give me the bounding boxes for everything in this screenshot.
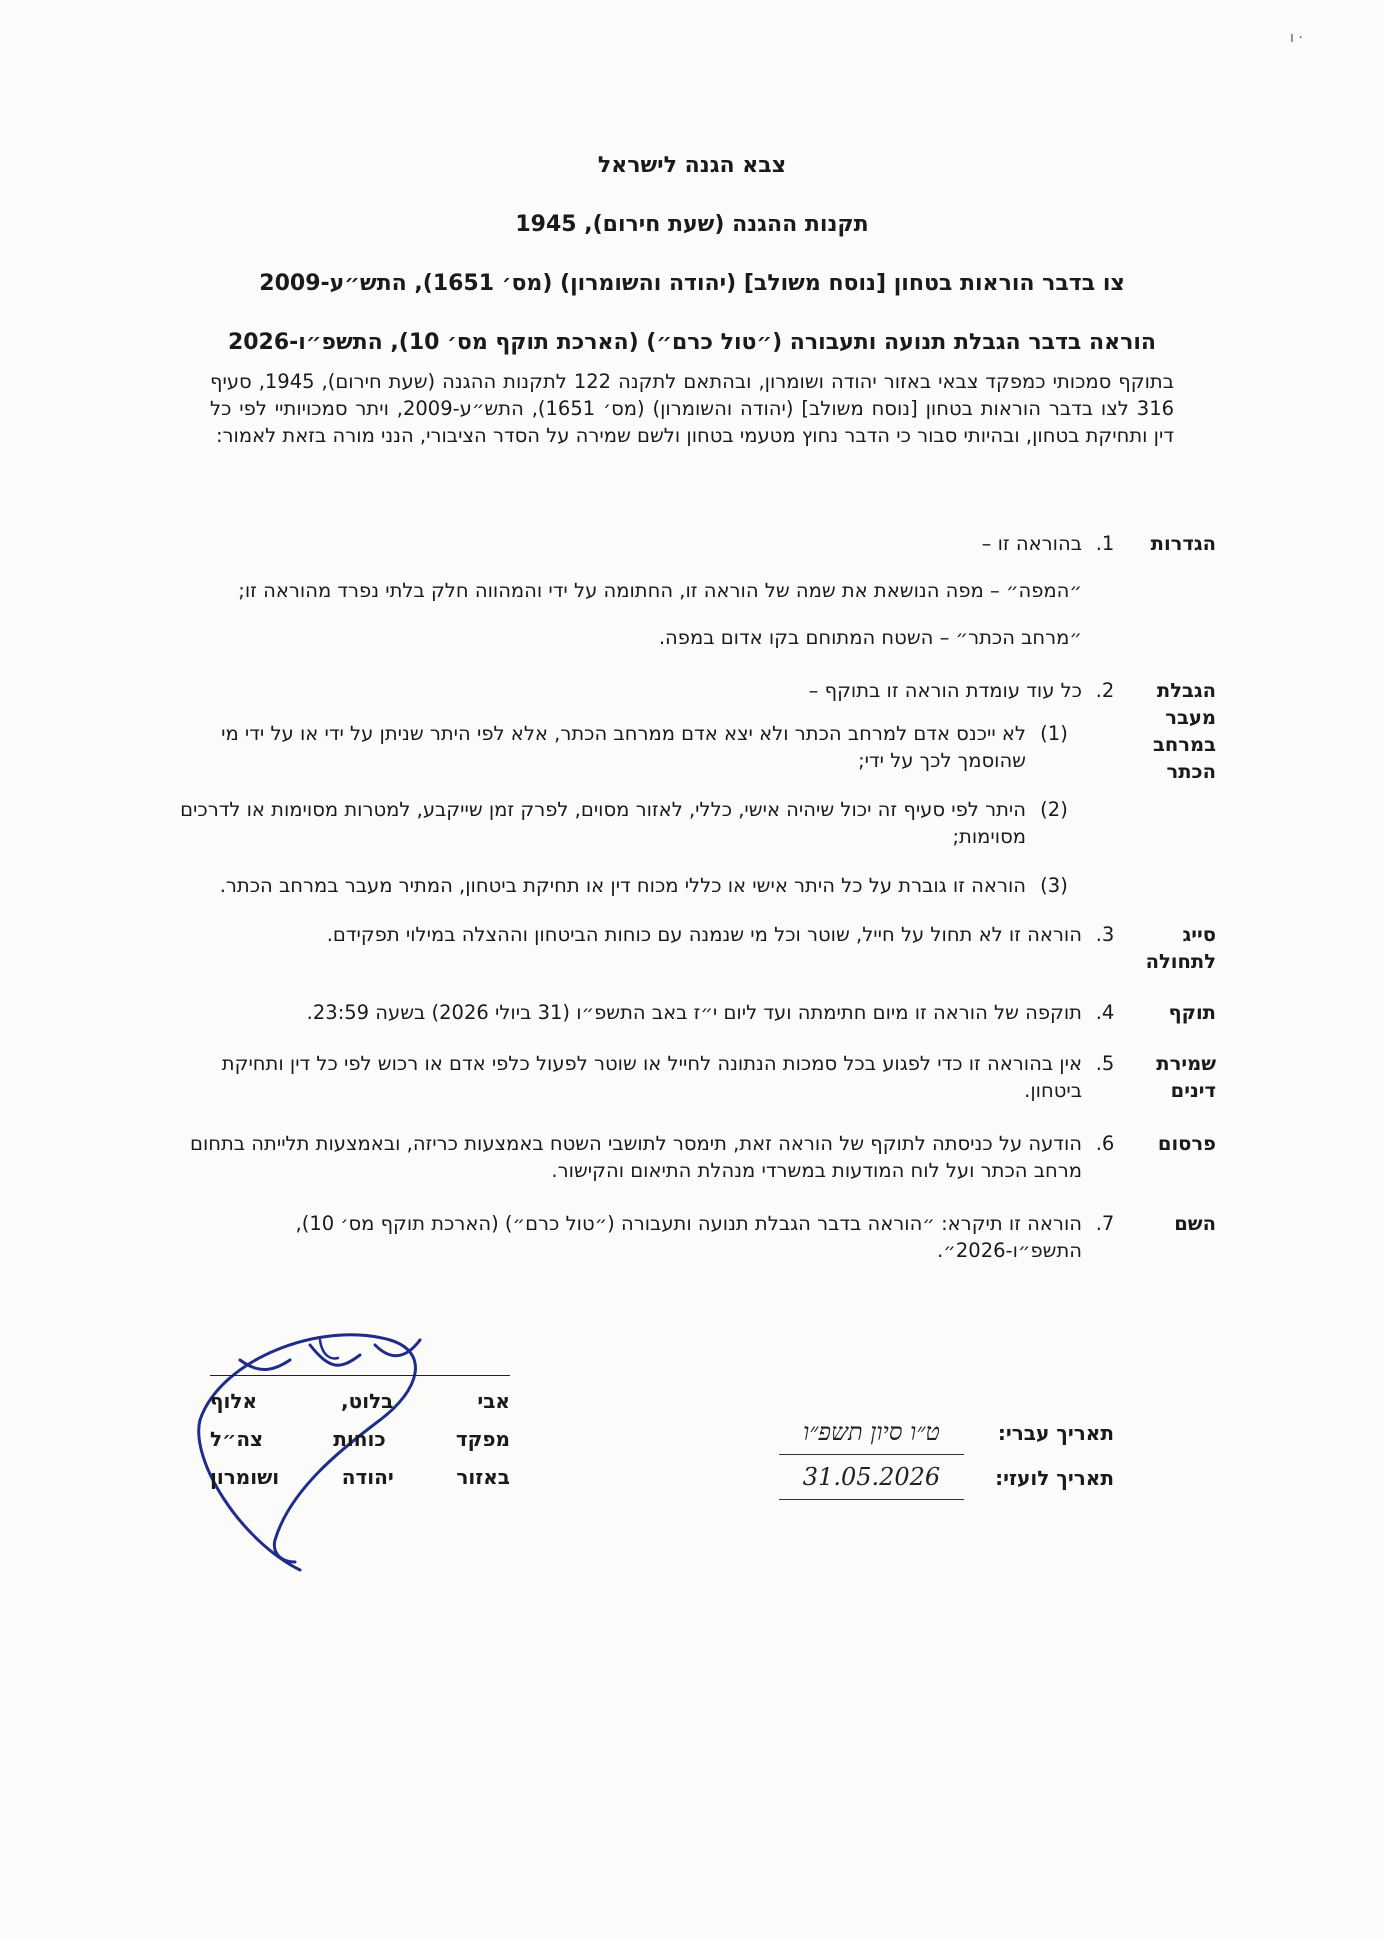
subsection xyxy=(180,796,1082,850)
section-text: תוקפה של הוראה זו מיום חתימתה ועד ליום י״ז באב התשפ״ו (31 ביולי 2026) בשעה 23:59. xyxy=(306,1001,1082,1024)
section-text: הוראה זו תיקרא: ״הוראה בדבר הגבלת תנועה ותעבורה (״טול כרם״) (הארכת תוקף מס׳ 10), התשפ״ו-2026״. xyxy=(295,1212,1082,1262)
section-title: פרסום xyxy=(1157,1132,1216,1155)
definition-crown-area: ״מרחב הכתר״ – השטח המתוחם בקו אדום במפה. xyxy=(658,626,1082,649)
dates-block xyxy=(779,1410,1114,1500)
section-validity xyxy=(180,999,1216,1026)
section-number: 5. xyxy=(1095,1052,1115,1075)
corner-scan-mark: · ı xyxy=(1290,30,1303,46)
definition-map: ״המפה״ – מפה הנושאת את שמה של הוראה זו, החתומה על ידי והמהווה חלק בלתי נפרד מהוראה זו; xyxy=(238,579,1082,602)
section-title: השם xyxy=(1174,1212,1216,1235)
subsection xyxy=(180,720,1082,774)
signature-line xyxy=(210,1375,510,1376)
signature-role-row: מפקד כוחות צה״ל xyxy=(210,1427,510,1451)
header-directive-title: הוראה בדבר הגבלת תנועה ותעבורה (״טול כרם״) (הארכת תוקף מס׳ 10), התשפ״ו-2026 xyxy=(227,330,1157,355)
section-publication xyxy=(180,1130,1216,1184)
section-number: 7. xyxy=(1095,1212,1115,1235)
section-text: הודעה על כניסתה לתוקף של הוראה זאת, תימסר לתושבי השטח באמצעות כריזה, ובאמצעות תלייתה בתחום מרחב הכתר ועל לוח המודעות במשרדי מנהלת התיאום והקישור. xyxy=(190,1132,1082,1182)
signature-name-row xyxy=(210,1382,510,1420)
subsection-text: היתר לפי סעיף זה יכול שיהיה אישי, כללי, לאזור מסוים, לפרק זמן שייקבע, למטרות מסוימות או לדרכים מסוימות; xyxy=(180,798,1026,848)
subsection-text: הוראה זו גוברת על כל היתר אישי או כללי מכוח דין או תחיקת ביטחון, המתיר מעבר במרחב הכתר. xyxy=(219,874,1026,897)
section-number: 1. xyxy=(1095,532,1115,555)
section-text: הוראה זו לא תחול על חייל, שוטר וכל מי שנמנה עם כוחות הביטחון וההצלה במילוי תפקידם. xyxy=(326,923,1082,946)
hebrew-date-label: תאריך עברי: xyxy=(997,1421,1114,1445)
header-regulations: תקנות ההגנה (שעת חירום), 1945 xyxy=(515,212,869,237)
section-title: הגבלת מעבר במרחב הכתר xyxy=(1152,679,1216,783)
section-title: תוקף xyxy=(1168,1001,1216,1024)
sections-list xyxy=(180,530,1216,1264)
section-title: הגדרות xyxy=(1150,532,1216,555)
section-name xyxy=(180,1210,1216,1264)
signature-block xyxy=(210,1375,510,1496)
signer-last-name: בלוט, xyxy=(341,1389,394,1413)
section-number: 3. xyxy=(1095,923,1115,946)
section-saving-laws xyxy=(180,1050,1216,1104)
document-header xyxy=(0,150,1384,386)
subsection-number: (2) xyxy=(1040,798,1068,821)
subsection-number: (1) xyxy=(1040,722,1068,745)
section-title: שמירת דינים xyxy=(1156,1052,1216,1102)
gregorian-date-row xyxy=(779,1455,1114,1500)
section-title: סייג לתחולה xyxy=(1145,923,1216,973)
subsection-text: לא ייכנס אדם למרחב הכתר ולא יצא אדם ממרחב הכתר, אלא לפי היתר שניתן על ידי או על ידי מי שהוסמך לכך על ידי; xyxy=(221,722,1026,772)
section-number: 6. xyxy=(1095,1132,1115,1155)
section-text: אין בהוראה זו כדי לפגוע בכל סמכות הנתונה לחייל או שוטר לפעול כלפי אדם או רכוש לפי כל דין ותחיקת ביטחון. xyxy=(221,1052,1082,1102)
header-order: צו בדבר הוראות בטחון [נוסח משולב] (יהודה והשומרון) (מס׳ 1651), התש״ע-2009 xyxy=(259,271,1125,296)
section-definitions xyxy=(180,530,1216,651)
gregorian-date-value: 31.05.2026 xyxy=(779,1455,964,1500)
subsection xyxy=(180,872,1082,899)
section-number: 2. xyxy=(1095,679,1115,702)
section-text: כל עוד עומדת הוראה זו בתוקף – xyxy=(808,679,1082,702)
section-text: בהוראה זו – xyxy=(981,532,1082,555)
section-movement-restriction xyxy=(180,677,1216,899)
section-exception xyxy=(180,921,1216,975)
subsection-number: (3) xyxy=(1040,874,1068,897)
hebrew-date-row xyxy=(779,1410,1114,1455)
signature-region-row: באזור יהודה ושומרון xyxy=(210,1465,510,1489)
header-idf: צבא הגנה לישראל xyxy=(597,153,787,178)
signer-first-name: אבי xyxy=(477,1389,510,1413)
gregorian-date-label: תאריך לועזי: xyxy=(995,1466,1114,1490)
signer-rank: אלוף xyxy=(210,1389,258,1413)
preamble: בתוקף סמכותי כמפקד צבאי באזור יהודה ושומרון, ובהתאם לתקנה 122 לתקנות ההגנה (שעת חירום), 1945, סעיף 316 לצו בדבר הוראות בטחון [נוסח משולב] (יהודה והשומרון) (מס׳ 1651), התש״ע-2009, ויתר סמכויותיי לפי כל דין ותחיקת בטחון, ובהיותי סבור כי הדבר נחוץ מטעמי בטחון ולשם שמירה על הסדר הציבורי, הנני מורה בזאת לאמור: xyxy=(210,370,1175,447)
hebrew-date-value: ט״ו סיון תשפ״ו xyxy=(779,1410,964,1455)
section-number: 4. xyxy=(1095,1001,1115,1024)
